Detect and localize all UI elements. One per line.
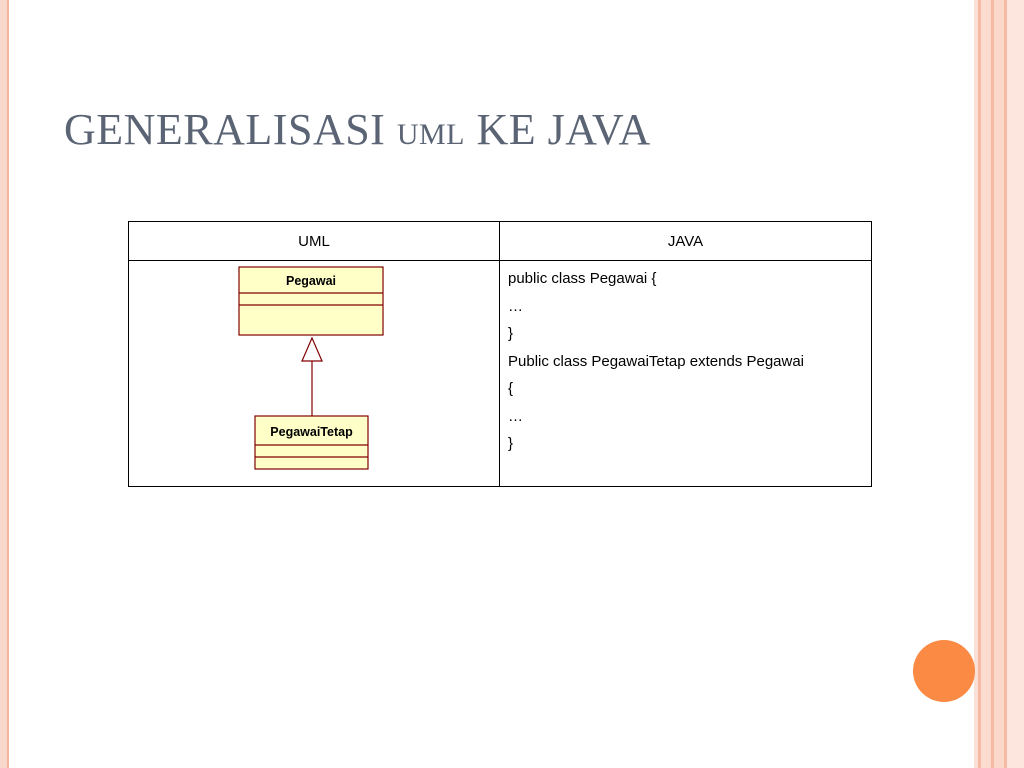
- slide-border-left-line: [7, 0, 9, 768]
- java-code: [500, 261, 871, 462]
- code-line: Public class PegawaiTetap extends Pegawai: [508, 352, 805, 370]
- code-line: …: [508, 407, 523, 425]
- code-line: }: [508, 325, 514, 342]
- title-end: KE JAVA: [476, 105, 651, 154]
- slide-border-right-stripes: [974, 0, 1024, 768]
- uml-class-pegawaitetap: [255, 416, 368, 469]
- code-line: …: [508, 297, 523, 315]
- table-body-row: [129, 261, 872, 487]
- class-name-pegawaitetap: PegawaiTetap: [270, 425, 353, 439]
- code-line: public class Pegawai {: [508, 270, 657, 287]
- code-line: {: [508, 380, 514, 397]
- hollow-triangle-icon: [302, 338, 322, 361]
- header-java: JAVA: [500, 222, 872, 261]
- table-header-row: [129, 222, 872, 261]
- code-line: }: [508, 435, 514, 452]
- header-uml: UML: [129, 222, 500, 261]
- uml-class-pegawai: [239, 267, 383, 335]
- java-code-cell: [500, 261, 872, 487]
- title-main: GENERALISASI: [64, 105, 386, 154]
- uml-java-table: [128, 221, 872, 487]
- uml-diagram: [129, 261, 500, 491]
- decorative-orange-circle: [913, 640, 975, 702]
- class-name-pegawai: Pegawai: [285, 274, 337, 288]
- class-box-pegawaitetap: [255, 416, 368, 469]
- slide-title: [64, 104, 651, 155]
- title-small-caps: UML: [396, 118, 465, 151]
- generalization-arrow: [302, 338, 322, 416]
- uml-diagram-cell: [129, 261, 500, 487]
- slide-border-left: [0, 0, 7, 768]
